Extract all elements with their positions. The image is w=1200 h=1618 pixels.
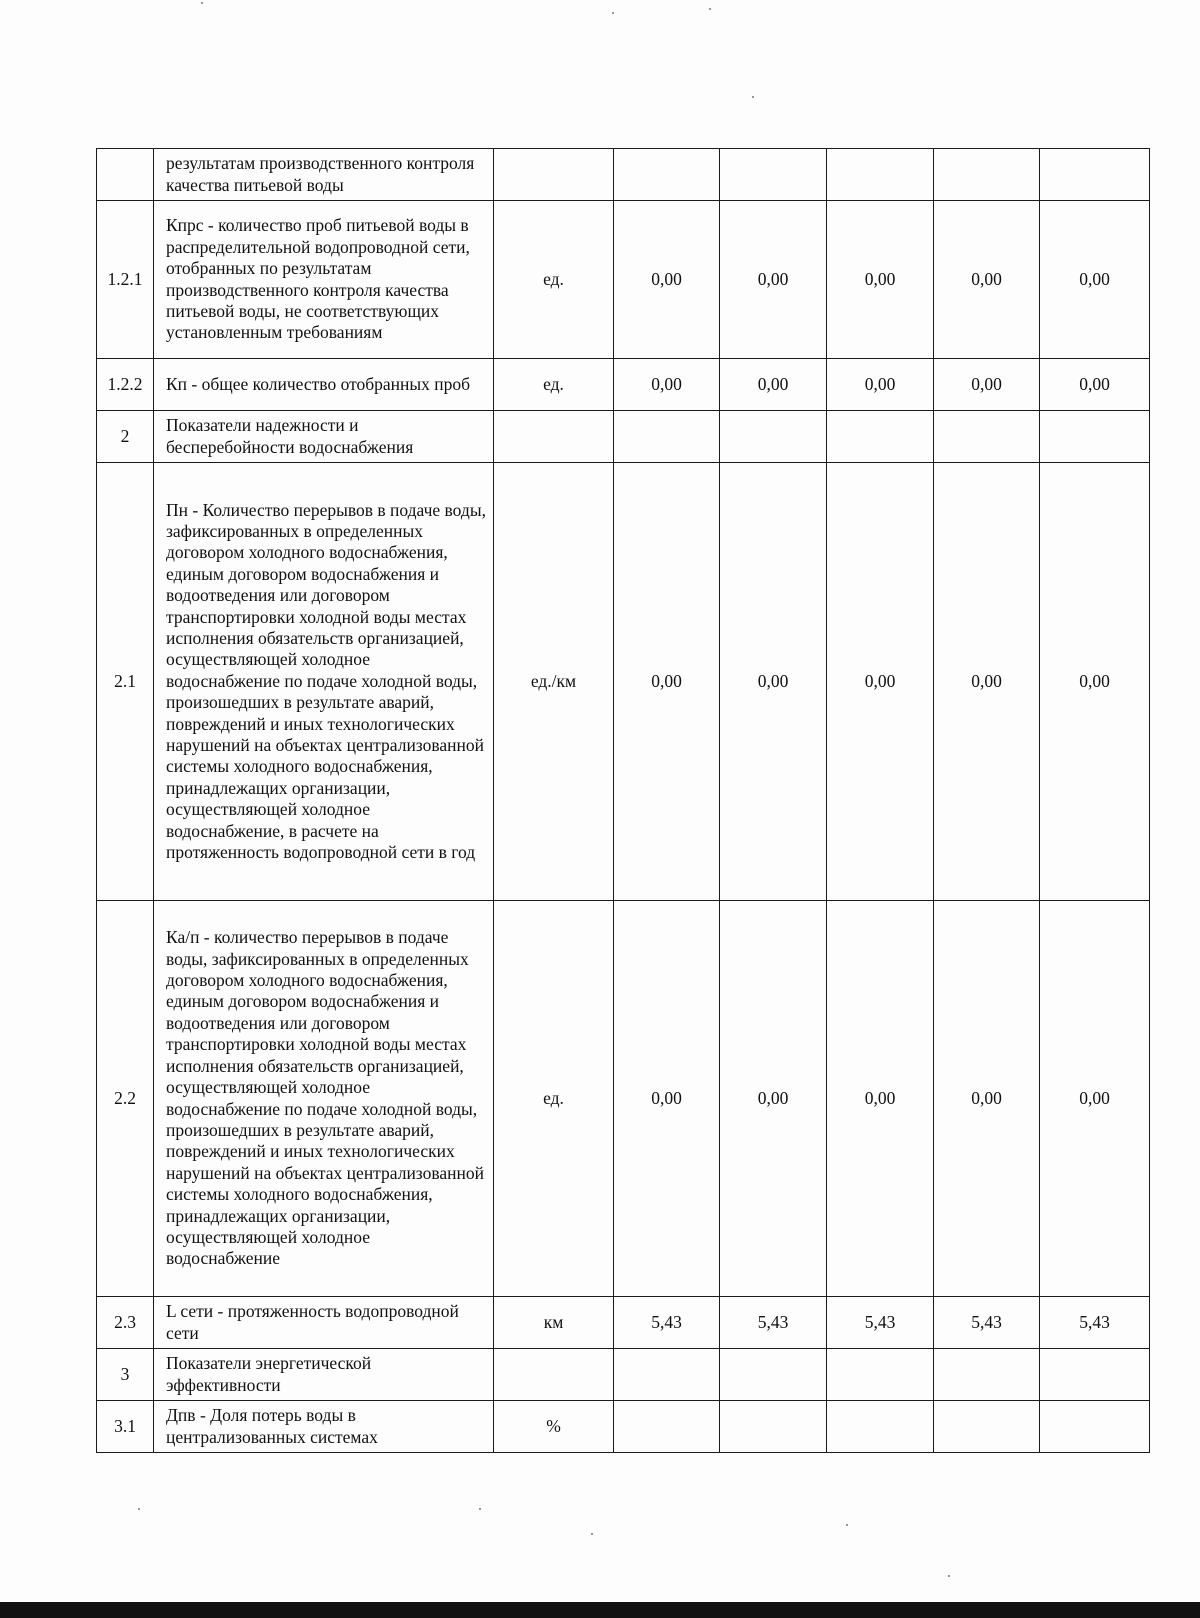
row-value xyxy=(1040,149,1150,201)
row-number: 2 xyxy=(97,411,154,463)
row-value xyxy=(1040,1401,1150,1453)
row-value: 0,00 xyxy=(934,359,1040,411)
row-number xyxy=(97,149,154,201)
scan-speck xyxy=(138,1508,140,1510)
row-value xyxy=(827,411,934,463)
row-description: Кпрс - количество проб питьевой воды в распределительной водопроводной сети, отобранных по результатам производственного контроля качества питьевой воды, не соответствующих установленным требованиям xyxy=(154,201,494,359)
scan-speck xyxy=(479,1508,481,1510)
row-value: 0,00 xyxy=(1040,901,1150,1297)
row-unit: ед. xyxy=(494,201,614,359)
row-value: 0,00 xyxy=(934,901,1040,1297)
table-row xyxy=(97,359,1150,411)
row-description: Кп - общее количество отобранных проб xyxy=(154,359,494,411)
row-value: 0,00 xyxy=(614,201,720,359)
row-value: 0,00 xyxy=(1040,463,1150,901)
row-value: 0,00 xyxy=(614,359,720,411)
row-value: 0,00 xyxy=(614,901,720,1297)
row-value: 0,00 xyxy=(827,359,934,411)
table-row xyxy=(97,201,1150,359)
row-value xyxy=(827,1401,934,1453)
row-value: 0,00 xyxy=(1040,201,1150,359)
table-row xyxy=(97,149,1150,201)
table-row xyxy=(97,411,1150,463)
row-value xyxy=(827,1349,934,1401)
row-description: L сети - протяженность водопроводной сети xyxy=(154,1297,494,1349)
scan-speck xyxy=(752,96,754,98)
row-value xyxy=(720,1401,827,1453)
row-value: 0,00 xyxy=(720,201,827,359)
row-description: Показатели надежности и бесперебойности водоснабжения xyxy=(154,411,494,463)
row-value: 0,00 xyxy=(934,463,1040,901)
row-unit: ед. xyxy=(494,901,614,1297)
row-value xyxy=(827,149,934,201)
row-description: Дпв - Доля потерь воды в централизованных системах xyxy=(154,1401,494,1453)
indicators-table-wrap xyxy=(96,148,1149,1453)
row-value xyxy=(720,149,827,201)
table-row xyxy=(97,1297,1150,1349)
scan-speck xyxy=(612,12,614,14)
row-value: 0,00 xyxy=(827,901,934,1297)
row-value: 0,00 xyxy=(934,201,1040,359)
row-unit: % xyxy=(494,1401,614,1453)
row-value: 0,00 xyxy=(827,201,934,359)
row-value: 0,00 xyxy=(720,359,827,411)
scan-speck xyxy=(846,1524,848,1526)
row-unit: ед. xyxy=(494,359,614,411)
scan-speck xyxy=(591,1533,593,1535)
row-description: Пн - Количество перерывов в подаче воды, зафиксированных в определенных договором холодного водоснабжения, единым договором водоснабжения и водоотведения или договором транспортировки холодной воды местах исполнения обязательств организацией, осуществляющей холодное водоснабжение по подаче холодной воды, произошедших в результате аварий, повреждений и иных технологических нарушений на объектах централизованной системы холодного водоснабжения, принадлежащих организации, осуществляющей холодное водоснабжение, в расчете на протяженность водопроводной сети в год xyxy=(154,463,494,901)
row-value xyxy=(1040,411,1150,463)
row-value: 5,43 xyxy=(1040,1297,1150,1349)
row-value xyxy=(614,1349,720,1401)
row-number: 1.2.2 xyxy=(97,359,154,411)
row-unit xyxy=(494,1349,614,1401)
row-value xyxy=(614,1401,720,1453)
row-number: 2.2 xyxy=(97,901,154,1297)
row-description: Показатели энергетической эффективности xyxy=(154,1349,494,1401)
scan-speck xyxy=(709,8,711,10)
table-row xyxy=(97,1349,1150,1401)
row-unit xyxy=(494,411,614,463)
row-value xyxy=(720,1349,827,1401)
scan-speck xyxy=(201,2,203,4)
row-unit xyxy=(494,149,614,201)
table-row xyxy=(97,1401,1150,1453)
indicators-table xyxy=(96,148,1150,1453)
row-value: 0,00 xyxy=(827,463,934,901)
row-value: 0,00 xyxy=(614,463,720,901)
row-value xyxy=(934,411,1040,463)
row-value xyxy=(614,149,720,201)
scan-speck xyxy=(948,1575,950,1577)
table-row xyxy=(97,901,1150,1297)
row-description: Ка/п - количество перерывов в подаче воды, зафиксированных в определенных договором холодного водоснабжения, единым договором водоснабжения и водоотведения или договором транспортировки холодной воды местах исполнения обязательств организацией, осуществляющей холодное водоснабжение по подаче холодной воды, произошедших в результате аварий, повреждений и иных технологических нарушений на объектах централизованной системы холодного водоснабжения, принадлежащих организации, осуществляющей холодное водоснабжение xyxy=(154,901,494,1297)
row-value: 5,43 xyxy=(720,1297,827,1349)
row-value: 5,43 xyxy=(934,1297,1040,1349)
row-value: 0,00 xyxy=(720,463,827,901)
row-description: результатам производственного контроля качества питьевой воды xyxy=(154,149,494,201)
scan-edge-bar xyxy=(0,1602,1200,1618)
row-value: 5,43 xyxy=(827,1297,934,1349)
row-value xyxy=(934,1401,1040,1453)
row-unit: км xyxy=(494,1297,614,1349)
row-value xyxy=(934,149,1040,201)
row-value xyxy=(934,1349,1040,1401)
row-value: 0,00 xyxy=(720,901,827,1297)
row-value xyxy=(614,411,720,463)
row-number: 1.2.1 xyxy=(97,201,154,359)
row-value xyxy=(1040,1349,1150,1401)
row-value: 5,43 xyxy=(614,1297,720,1349)
row-number: 3.1 xyxy=(97,1401,154,1453)
row-value xyxy=(720,411,827,463)
row-number: 3 xyxy=(97,1349,154,1401)
row-value: 0,00 xyxy=(1040,359,1150,411)
row-number: 2.3 xyxy=(97,1297,154,1349)
row-number: 2.1 xyxy=(97,463,154,901)
table-row xyxy=(97,463,1150,901)
row-unit: ед./км xyxy=(494,463,614,901)
